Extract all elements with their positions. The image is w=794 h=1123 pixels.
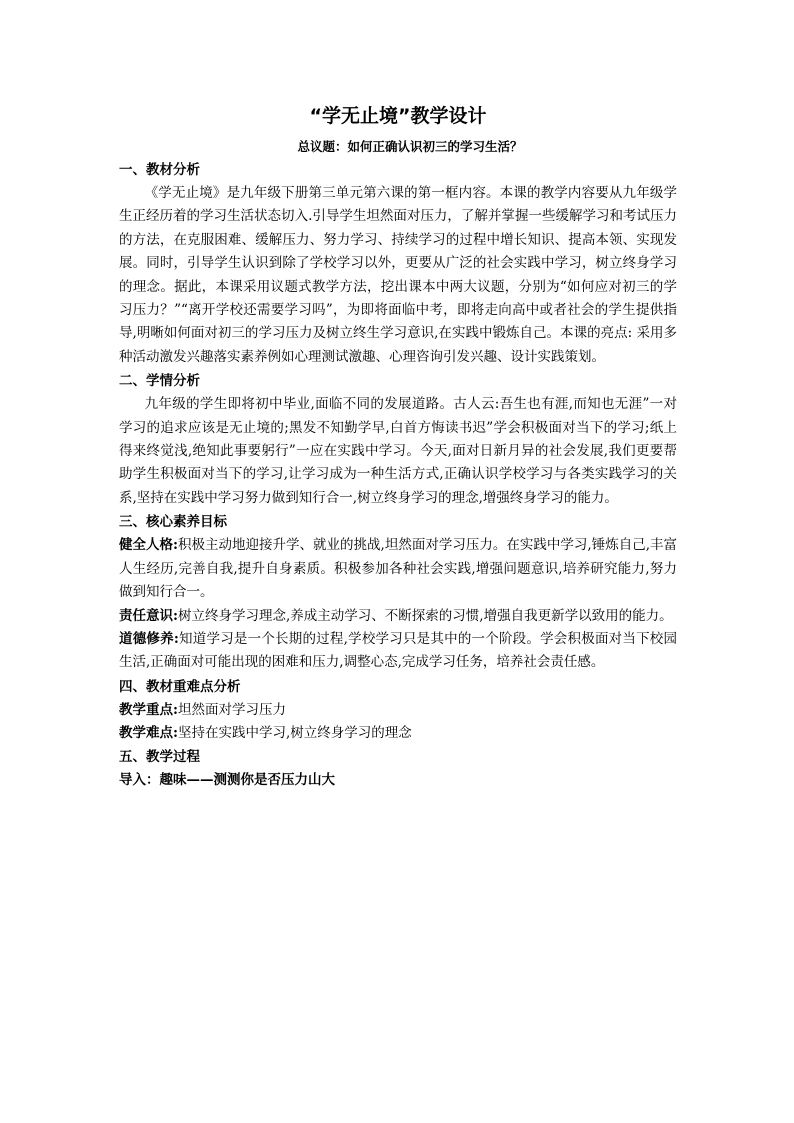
difficult-point-item: [119, 722, 677, 745]
section-key-difficult-points: [119, 677, 677, 745]
section-student-analysis: [119, 371, 677, 510]
goal-text: 知道学习是一个长期的过程,学校学习只是其中的一个阶段。学会积极面对当下校园生活,正确面对可能出现的困难和压力,调整心态,完成学习任务，培养社会责任感。: [119, 630, 678, 671]
goal-text: 树立终身学习理念,养成主动学习、不断探索的习惯,增强自我更新学以致用的能力。: [177, 607, 673, 624]
goal-label: 道德修养:: [119, 630, 179, 647]
goal-text: 积极主动地迎接升学、就业的挑战,坦然面对学习压力。在实践中学习,锤炼自己,丰富人生经历,完善自我,提升自身素质。积极参加各种社会实践,增强问题意识,培养研究能力,努力做到知行合一。: [119, 537, 678, 601]
key-point-text: 坦然面对学习压力: [177, 701, 286, 718]
document-page: [119, 104, 677, 792]
section-heading: 三、核心素养目标: [119, 514, 227, 531]
section-heading: 四、教材重难点分析: [119, 678, 241, 695]
key-point-item: [119, 699, 677, 722]
intro-item: [119, 769, 677, 792]
goal-item: [119, 534, 677, 604]
difficult-point-text: 坚持在实践中学习,树立终身学习的理念: [177, 724, 412, 741]
section-paragraph: 《学无止境》是九年级下册第三单元第六课的第一框内容。本课的教学内容要从九年级学生正经历着的学习生活状态切入.引导学生坦然面对压力，了解并掌握一些缓解学习和考试压力的方法，在克服困难、缓解压力、努力学习、持续学习的过程中增长知识、提高本领、实现发展。同时，引导学生认识到除了学校学习以外，更要从广泛的社会实践中学习，树立终身学习的理念。据此，本课采用议题式教学方法，挖出课本中两大议题，分别为“如何应对初三的学习压力？”“离开学校还需要学习吗”，为即将面临中考，即将走向高中或者社会的学生提供指导,明晰如何面对初三的学习压力及树立终生学习意识,在实践中锻炼自己。本课的亮点: 采用多种活动激发兴趣落实素养例如心理测试激趣、心理咨询引发兴趣、设计实践策划。: [119, 185, 677, 365]
section-teaching-process: [119, 747, 677, 792]
difficult-point-label: 教学难点:: [119, 724, 178, 741]
section-core-literacy-goals: [119, 512, 677, 674]
document-title: “学无止境”教学设计: [309, 105, 487, 127]
goal-item: [119, 605, 677, 628]
section-textbook-analysis: [119, 160, 677, 369]
section-heading: 一、教材分析: [119, 162, 200, 178]
document-subtitle: 总议题：如何正确认识初三的学习生活？: [297, 139, 523, 154]
section-heading: 二、学情分析: [119, 373, 200, 390]
intro-label: 导入：趣味——测测你是否压力山大: [119, 771, 335, 788]
goal-label: 健全人格:: [119, 537, 178, 554]
section-paragraph: 九年级的学生即将初中毕业,面临不同的发展道路。古人云:吾生也有涯,而知也无涯”一对学习的追求应该是无止境的;黑发不知勤学早,白首方悔读书迟”学会积极面对当下的学习;纸上得来终觉浅,绝知此事要躬行”一应在实践中学习。今天,面对日新月异的社会发展,我们更要帮助学生积极面对当下的学习,让学习成为一种生活方式,正确认识学校学习与各类实践学习的关系,坚持在实践中学习努力做到知行合一,树立终身学习的理念,增强终身学习的能力。: [119, 396, 677, 506]
key-point-label: 教学重点:: [119, 701, 178, 718]
goal-label: 责任意识:: [119, 607, 178, 624]
section-heading: 五、教学过程: [119, 748, 200, 765]
goal-item: [119, 628, 677, 675]
